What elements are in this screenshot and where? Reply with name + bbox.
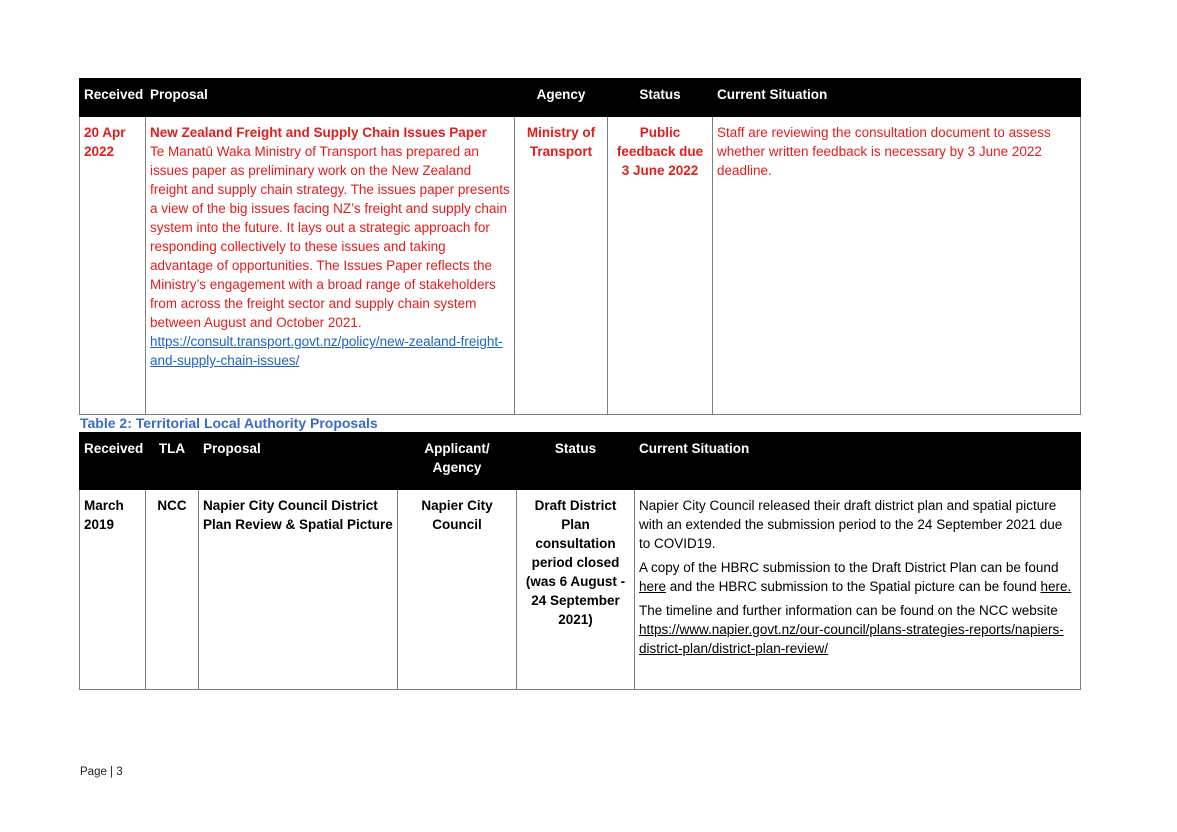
received-year: 2022: [84, 144, 115, 159]
proposal-title: New Zealand Freight and Supply Chain Issues Paper: [150, 125, 487, 140]
proposal-cell: [146, 117, 515, 415]
table-2-caption: Table 2: Territorial Local Authority Proposals: [80, 415, 378, 431]
spatial-picture-submission-link[interactable]: here.: [1040, 579, 1072, 594]
header-status: Status: [517, 433, 635, 490]
table-row: [80, 490, 1081, 690]
proposal-description: Te Manatū Waka Ministry of Transport has prepared an issues paper as preliminary work on the New Zealand freight and supply chain strategy. The issues paper presents a view of the big issues facing NZ’s freight and supply chain system into the future. It lays out a strategic approach for responding collectively to these issues and taking advantage of opportunities. The Issues Paper reflects the Ministry’s engagement with a broad range of stakeholders from across the freight sector and supply chain system between August and October 2021.: [150, 144, 510, 330]
header-received: Received: [80, 79, 146, 117]
header-proposal: Proposal: [146, 79, 515, 117]
received-cell: [80, 490, 146, 690]
situation-text: The timeline and further information can be found on the NCC website: [639, 603, 1058, 618]
header-current-situation: Current Situation: [635, 433, 1081, 490]
table-header-row: [80, 79, 1081, 117]
proposal-cell: Napier City Council District Plan Review & Spatial Picture: [199, 490, 398, 690]
current-situation-cell: [635, 490, 1081, 690]
page-number: Page | 3: [80, 766, 123, 778]
agency-cell: Ministry of Transport: [515, 117, 608, 415]
tla-cell: NCC: [146, 490, 199, 690]
status-cell: Public feedback due 3 June 2022: [608, 117, 713, 415]
table-row: [80, 117, 1081, 415]
received-year: 2019: [84, 517, 115, 532]
situation-paragraph-2: [639, 558, 1076, 596]
proposal-link[interactable]: https://consult.transport.govt.nz/policy/new-zealand-freight-and-supply-chain-issues/: [150, 334, 503, 368]
header-received: Received: [80, 433, 146, 490]
applicant-agency-cell: Napier City Council: [398, 490, 517, 690]
situation-text: A copy of the HBRC submission to the Draft District Plan can be found: [639, 560, 1059, 575]
header-status: Status: [608, 79, 713, 117]
status-cell: Draft District Plan consultation period closed (was 6 August - 24 September 2021): [517, 490, 635, 690]
tla-proposals-table: [79, 432, 1081, 690]
draft-plan-submission-link[interactable]: here: [639, 579, 667, 594]
header-current-situation: Current Situation: [713, 79, 1081, 117]
situation-paragraph-3: [639, 601, 1076, 658]
ncc-district-plan-link[interactable]: https://www.napier.govt.nz/our-council/plans-strategies-reports/napiers-district-plan/district-plan-review/: [639, 622, 1064, 656]
situation-text: and the HBRC submission to the Spatial picture can be found: [666, 579, 1041, 594]
received-cell: [80, 117, 146, 415]
received-month: 20 Apr: [84, 125, 126, 140]
header-proposal: Proposal: [199, 433, 398, 490]
header-tla: TLA: [146, 433, 199, 490]
received-month: March: [84, 498, 124, 513]
freight-proposals-table: [79, 78, 1081, 415]
current-situation-cell: Staff are reviewing the consultation document to assess whether written feedback is necessary by 3 June 2022 deadline.: [713, 117, 1081, 415]
header-applicant-agency: Applicant/ Agency: [398, 433, 517, 490]
table-header-row: [80, 433, 1081, 490]
situation-paragraph-1: Napier City Council released their draft district plan and spatial picture with an extended the submission period to the 24 September 2021 due to COVID19.: [639, 498, 1063, 551]
header-agency: Agency: [515, 79, 608, 117]
